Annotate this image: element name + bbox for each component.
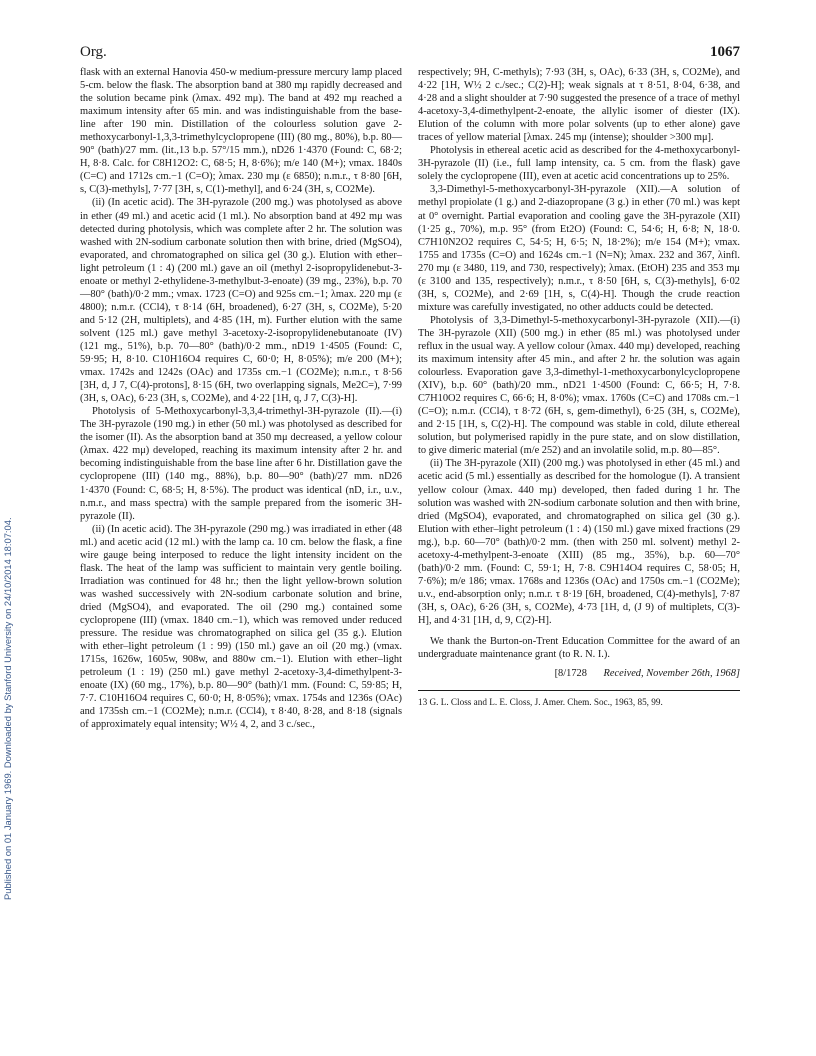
footnote-rule: [418, 690, 740, 691]
paragraph: 3,3-Dimethyl-5-methoxycarbonyl-3H-pyrazole (XII).—A solution of methyl propiolate (1 g.) and 2-diazopropane (3 g.) in ether (70 ml.) was kept at 0° overnight. Partial evaporation and cooling gave the 3H-pyrazole (XII) (1·25 g., 70%), m.p. 95° (from Et2O) (Found: C, 54·6; H, 6·8; N, 18·0. C7H10N2O2 requires C, 54·5; H, 6·5; N, 18·2%); m/e 154 (M+); νmax. 1755 and 1735s (C=O) and 1624s cm.−1 (N=N); λmax. 232 and 367, λinfl. 270 mμ (ε 3480, 119, and 730, respectively); λmax. (EtOH) 235 and 353 mμ (ε 3100 and 135, respectively); n.m.r., τ 8·50 [6H, s, C(3)-methyls], 6·02 (3H, s, CO2Me), and 2·69 [1H, s, C(4)-H]. Though the crude reaction mixture was carefully investigated, no other adducts could be detected.: [418, 184, 740, 313]
footnote: 13 G. L. Closs and L. E. Closs, J. Amer. Chem. Soc., 1963, 85, 99.: [418, 697, 663, 708]
page-number: 1067: [710, 44, 740, 60]
paragraph: flask with an external Hanovia 450-w medium-pressure mercury lamp placed 5-cm. below the flask. The absorption band at 380 mμ rapidly decreased and the solution became pink (λmax. 492 mμ). The band at 492 mμ reached a maximum intensity after 65 min. and was indistinguishable from the base-line after 190 min. Distillation of the colourless solution gave 2-methoxycarbonyl-1,3,3-trimethylcyclopropene (III) (80 mg., 80%), b.p. 80—90° (bath)/27 mm. (lit.,13 b.p. 57°/15 mm.), nD26 1·4370 (Found: C, 68·2; H, 8·8. Calc. for C8H12O2: C, 68·5; H, 8·6%); m/e 140 (M+); νmax. 1840s (C=C) and 1712s cm.−1 (C=O); λmax. 230 mμ (ε 6850); n.m.r., τ 8·80 [6H, s, C(3)-methyls], 7·77 [3H, s, C(1)-methyl], and 6·24 (3H, s, CO2Me).: [80, 67, 402, 196]
paragraph: (ii) (In acetic acid). The 3H-pyrazole (200 mg.) was photolysed as above in ether (49 ml.) and acetic acid (1 ml.). No absorption band at 492 mμ was detected during photolysis, which was complete after 2 hr. The solution was washed with 2N-sodium carbonate solution then with brine, dried (MgSO4), evaporated, and chromatographed on silica gel (30 g.). Elution with ether–light petroleum (1 : 4) (200 ml.) gave an oil (methyl 2-isopropylidenebut-3-enoate or methyl 2-ethylidene-3-methylbut-3-enoate) (39 mg., 23%), b.p. 70—80° (bath)/0·2 mm.; νmax. 1723 (C=O) and 925s cm.−1; λmax. 220 mμ (ε 4800); n.m.r. (CCl4), τ 8·14 (6H, broadened), 6·27 (3H, s, CO2Me), 5·20 and 5·12 (2H, multiplets), and 4·85 (1H, m). Further elution with the same solvent (125 ml.) gave methyl 3-acetoxy-2-isopropylidenebutanoate (IV) (121 mg., 51%), b.p. 70—80° (bath)/0·2 mm., nD19 1·4505 (Found: C, 59·95; H, 8·10. C10H16O4 requires C, 60·0; H, 8·05%); m/e 200 (M+); νmax. 1742s and 1242s (OAc) and 1735s cm.−1 (CO2Me); n.m.r., τ 8·56 [3H, d, J 7, C(4)-protons], 8·15 (6H, two overlapping signals, Me2C=), 7·99 (3H, s, OAc), 6·23 (3H, s, CO2Me), and 4·22 [1H, q, J 7, C(3)-H].: [80, 197, 402, 405]
paragraph: (ii) (In acetic acid). The 3H-pyrazole (290 mg.) was irradiated in ether (48 ml.) and acetic acid (12 ml.) with the lamp ca. 10 cm. below the flask, a fine wire gauge being interposed to reduce the light intensity incident on the flask. The heat of the lamp was sufficient to maintain very gentle boiling. Irradiation was continued for 48 hr.; then the light yellow-brown solution was washed successively with 2N-sodium carbonate solution and brine, dried (MgSO4), and evaporated. The oil (290 mg.) contained some cyclopropene (III) (νmax. 1840 cm.−1), which was removed under reduced pressure. The residue was chromatographed on silica gel (35 g.). Elution with ether–light petroleum (1 : 99) (150 ml.) gave an oil (20 mg.) (νmax. 1715s, 1626w, 1605w, 908w, and 880w cm.−1). Elution with ether–light petroleum (1 : 19) (250 ml.) gave methyl 2-acetoxy-3,4-dimethylpent-3-enoate (IX) (60 mg., 17%), b.p. 80—90° (bath)/1 mm. (Found: C, 59·85; H, 7·7. C10H16O4 requires C, 60·0; H, 8·05%); νmax. 1754s and 1236s (OAc) and 1735sh cm.−1 (CO2Me); n.m.r. (CCl4), τ 8·40, 8·28, and 8·18 (signals of approximately equal intensity; W½ 4, 2, and 3 c./sec.,: [80, 523, 402, 731]
received-date: Received, November 26th, 1968]: [603, 668, 740, 680]
left-column: [80, 66, 402, 731]
paragraph: Photolysis in ethereal acetic acid as described for the 4-methoxycarbonyl-3H-pyrazole (II) (i.e., full lamp intensity, ca. 5 cm. from the flask) gave solely the cyclopropene (III), even at acetic acid concentrations up to 25%.: [418, 145, 740, 183]
paragraph: Photolysis of 3,3-Dimethyl-5-methoxycarbonyl-3H-pyrazole (XII).—(i) The 3H-pyrazole (XII) (500 mg.) in ether (85 ml.) was photolysed under reflux in the usual way. A yellow colour (λmax. 440 mμ) developed, reaching its maximum intensity after 45 min., and after 2 hr. the solution was again colourless. Evaporation gave 3,3-dimethyl-1-methoxycarbonylcyclopropene (XIV), b.p. 60° (bath)/20 mm., nD21 1·4500 (Found: C, 66·5; H, 7·8. C7H10O2 requires C, 66·6; H, 8·0%); νmax. 1760s (C=C) and 1708s cm.−1 (C=O); n.m.r. (CCl4), τ 8·72 (6H, s, gem-dimethyl), 6·25 (3H, s, CO2Me), and 2·15 [1H, s, C(2)-H]. The compound was stable in cold, dilute ethereal solution, but polymerised rapidly in the pure state, and on slow distillation, to give dimeric material (m/e 252) and an involatile solid, m.p. 80—85°.: [418, 314, 740, 457]
paragraph: respectively; 9H, C-methyls); 7·93 (3H, s, OAc), 6·33 (3H, s, CO2Me), and 4·22 [1H, W½ 2 c./sec.; C(2)-H]; weak signals at τ 8·51, 8·04, 6·38, and 4·28 and a slight shoulder at 7·90 suggested the presence of a trace of methyl 4-acetoxy-3,4-dimethylpent-2-enoate, the allylic isomer of diester (IX). Elution of the column with more polar solvents (up to ether alone) gave traces of yellow material [λmax. 245 mμ (intense); shoulder >300 mμ].: [418, 67, 740, 144]
paragraph: Photolysis of 5-Methoxycarbonyl-3,3,4-trimethyl-3H-pyrazole (II).—(i) The 3H-pyrazole (190 mg.) in ether (50 ml.) was photolysed as described for the isomer (II). As the absorption band at 350 mμ decreased, a yellow colour (λmax. 422 mμ) developed, reaching its maximum intensity after 2 hr. and becoming indistinguishable from the base line after 6 hr. Distillation gave the cyclopropene (III) (140 mg., 88%), b.p. 80—90° (bath)/27 mm. nD26 1·4370 (Found: C, 68·5; H, 8·5%). The product was identical (nD, i.r., u.v., n.m.r., and mass spectra) with the sample prepared from the isomeric 3H-pyrazole (II).: [80, 406, 402, 522]
page-header: [80, 44, 740, 68]
right-column: [418, 66, 740, 709]
publication-watermark[interactable]: Published on 01 January 1969. Downloaded by Stanford University on 24/10/2014 18:07:04.: [2, 517, 13, 900]
acknowledgement: We thank the Burton-on-Trent Education Committee for the award of an undergraduate maintenance grant (to R. N. I.).: [418, 636, 740, 661]
journal-section: Org.: [80, 44, 107, 60]
paragraph: (ii) The 3H-pyrazole (XII) (200 mg.) was photolysed in ether (45 ml.) and acetic acid (5 ml.) essentially as described for the homologue (I). A transient yellow colour (λmax. 440 mμ) developed, then faded during 1 hr. The solution was washed with 2N-sodium carbonate solution and then with brine, dried (MgSO4), evaporated, and chromatographed on silica gel (30 g.). Elution with ether–light petroleum (1 : 4) (150 ml.) gave mixed fractions (29 mg.), b.p. 60—70° (bath)/0·2 mm. (then with 250 ml. solvent) methyl 2-acetoxy-4-methylpent-3-enoate (XIII) (85 mg., 35%), b.p. 60—70° (bath)/0·2 mm. (Found: C, 59·1; H, 7·8. C9H14O4 requires C, 58·05; H, 7·6%); m/e 186; νmax. 1768s and 1236s (OAc) and 1750s cm.−1 (CO2Me); u.v., end-absorption only; n.m.r. τ 8·19 [6H, broadened, C(4)-methyls], 7·87 (3H, s, OAc), 6·26 (3H, s, CO2Me), 4·73 [1H, d, (J 9) of multiplets, C(3)-H], and 4·31 [1H, d, 9, C(2)-H].: [418, 458, 740, 626]
received-line: [418, 667, 740, 680]
manuscript-code: [8/1728: [554, 668, 587, 680]
